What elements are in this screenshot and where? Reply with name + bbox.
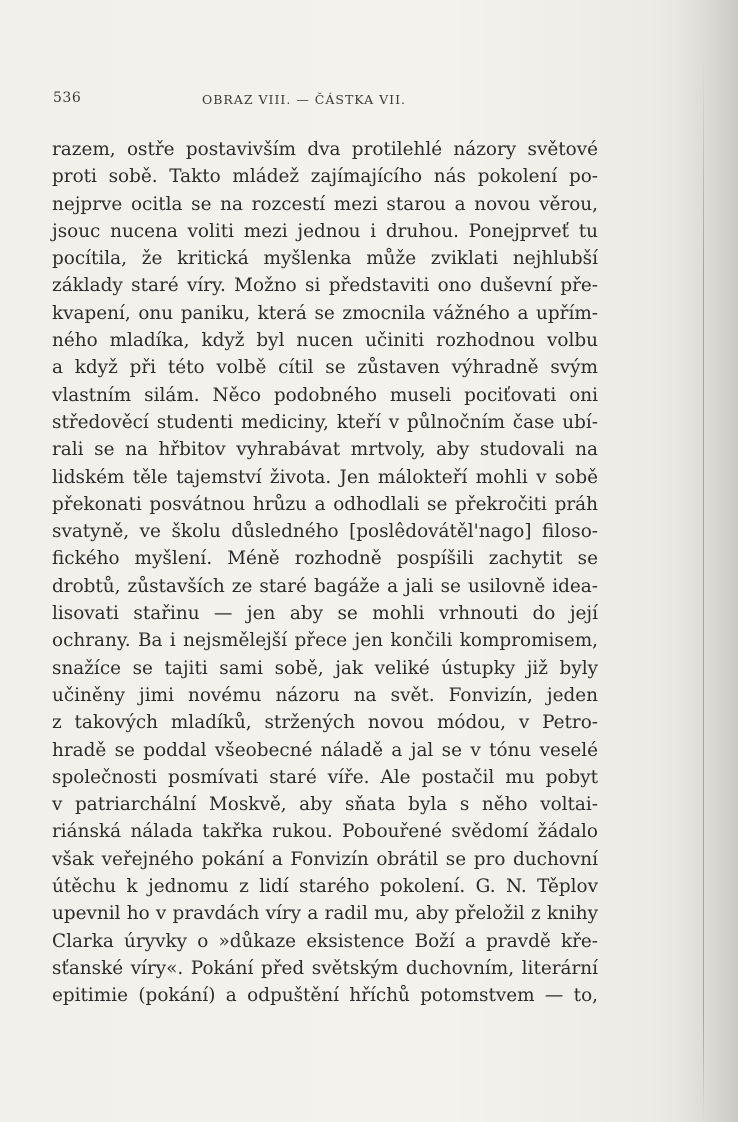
running-head: OBRAZ VIII. — ČÁSTKA VII. [202,92,406,107]
text-line: lidském těle tajemství života. Jen málokteří mohli v sobě [52,466,598,488]
text-line: fického myšlení. Méně rozhodně pospíšili zachytit se [52,548,598,570]
text-line: hradě se poddal všeobecné náladě a jal se v tónu veselé [52,739,598,761]
text-line: vlastním silám. Něco podobného museli pociťovati oni [52,384,598,406]
text-line: v patriarchální Moskvě, aby sňata byla s něho voltai- [52,794,598,816]
text-line: svatyně, ve školu důsledného [poslêdovátěl'nago] filoso- [52,521,598,543]
text-line: proti sobě. Takto mládež zajímajícího nás pokolení po- [52,166,598,188]
text-line: lisovati stařinu — jen aby se mohli vrhnouti do její [52,603,598,625]
text-line: Clarka úryvky o »důkaze eksistence Boží a pravdě kře- [52,930,598,952]
body-text [52,136,598,1010]
text-line: upevnil ho v pravdách víry a radil mu, aby přeložil z knihy [52,903,598,925]
text-line: drobtů, zůstavších ze staré bagáže a jali se usilovně idea- [52,575,598,597]
text-line: však veřejného pokání a Fonvizín obrátil se pro duchovní [52,848,598,870]
page-gutter-shadow [674,0,738,1122]
text-line: sťanské víry«. Pokání před světským duchovním, literární [52,957,598,979]
text-line: učiněny jimi novému názoru na svět. Fonvizín, jeden [52,684,598,706]
text-line: jsouc nucena voliti mezi jednou i druhou. Ponejprveť tu [52,220,598,242]
text-line: pocítila, že kritická myšlenka může zviklati nejhlubší [52,248,598,270]
text-line: z takových mladíků, stržených novou módou, v Petro- [52,712,598,734]
text-line: snažíce se tajiti sami sobě, jak veliké ústupky již byly [52,657,598,679]
page-edge [703,60,704,1120]
text-line: základy staré víry. Možno si představiti ono duševní pře- [52,275,598,297]
text-line: kvapení, onu paniku, která se zmocnila vážného a upřím- [52,302,598,324]
text-line: nejprve ocitla se na rozcestí mezi starou a novou věrou, [52,193,598,215]
text-line: středověcí studenti mediciny, kteří v půlnočním čase ubí- [52,411,598,433]
text-line: útěchu k jednomu z lidí starého pokolení. G. N. Těplov [52,876,598,898]
text-line: riánská nálada takřka rukou. Pobouřené svědomí žádalo [52,821,598,843]
text-line: společnosti posmívati staré víře. Ale postačil mu pobyt [52,766,598,788]
text-line: a když při této volbě cítil se zůstaven výhradně svým [52,357,598,379]
page-header [53,90,613,114]
page-number: 536 [53,90,82,106]
text-line: rali se na hřbitov vyhrabávat mrtvoly, aby studovali na [52,439,598,461]
text-line: ochrany. Ba i nejsmělejší přece jen končili kompromisem, [52,630,598,652]
text-line: ného mladíka, když byl nucen učiniti rozhodnou volbu [52,330,598,352]
text-line: překonati posvátnou hrůzu a odhodlali se překročiti práh [52,493,598,515]
text-line: razem, ostře postavivším dva protilehlé názory světové [52,139,598,160]
text-line: epitimie (pokání) a odpuštění hříchů potomstvem — to, [52,985,598,1007]
